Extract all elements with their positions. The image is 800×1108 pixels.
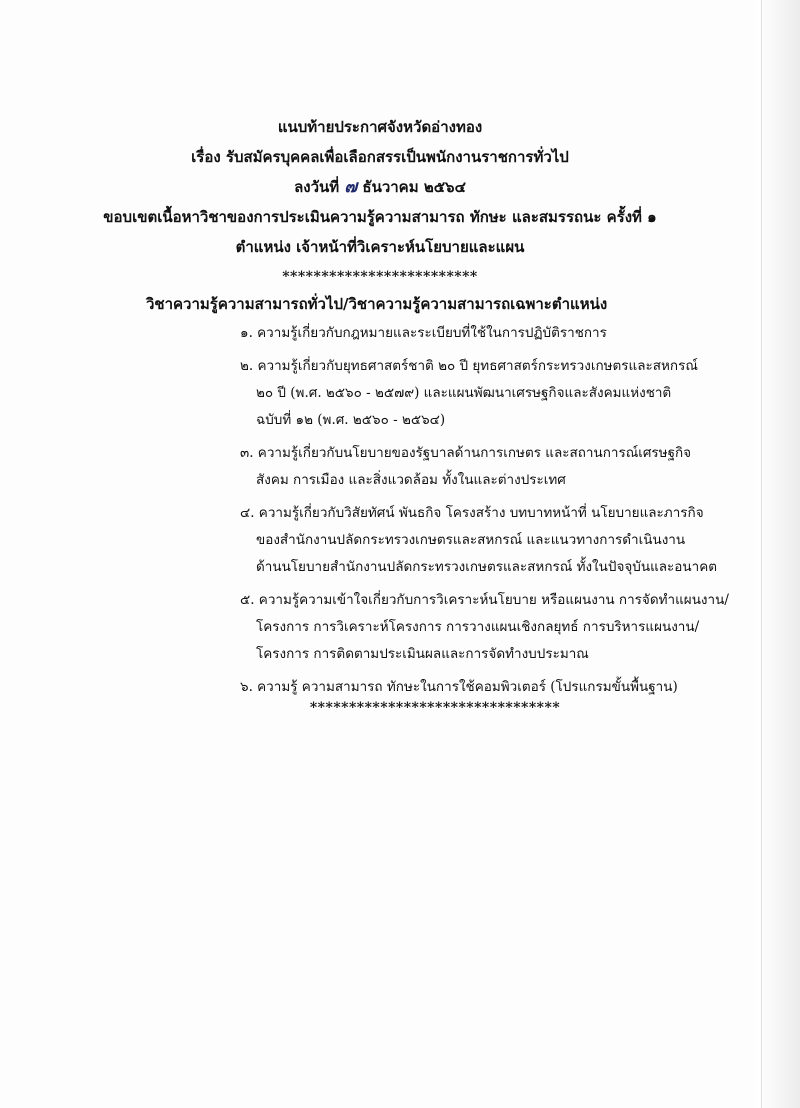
header-line-date	[0, 172, 760, 202]
header-line-position: ตำแหน่ง เจ้าหน้าที่วิเคราะห์นโยบายและแผน	[235, 238, 525, 256]
list-item-continuation: ฉบับที่ ๑๒ (พ.ศ. ๒๕๖๐ - ๒๕๖๔)	[256, 412, 446, 428]
date-prefix: ลงวันที่	[294, 178, 340, 196]
list-item-text: ๒. ความรู้เกี่ยวกับยุทธศาสตร์ชาติ ๒๐ ปี ยุทธศาสตร์กระทรวงเกษตรและสหกรณ์	[240, 358, 698, 374]
list-item-text: ๔. ความรู้เกี่ยวกับวิสัยทัศน์ พันธกิจ โครงสร้าง บทบาทหน้าที่ นโยบายและภารกิจ	[240, 505, 704, 521]
list-item	[240, 320, 710, 347]
header-line-subject: เรื่อง รับสมัครบุคคลเพื่อเลือกสรรเป็นพนักงานราชการทั่วไป	[191, 148, 569, 166]
list-item	[240, 440, 710, 494]
list-item	[240, 674, 710, 701]
header-line-scope: ขอบเขตเนื้อหาวิชาของการประเมินความรู้ความสามารถ ทักษะ และสมรรถนะ ครั้งที่ ๑	[103, 208, 657, 226]
list-item	[240, 500, 718, 581]
header-separator: *************************	[282, 269, 478, 285]
footer-separator: ********************************	[309, 700, 561, 716]
list-item-text: ๕. ความรู้ความเข้าใจเกี่ยวกับการวิเคราะห์นโยบาย หรือแผนงาน การจัดทำแผนงาน/	[240, 592, 729, 608]
list-item-continuation: สังคม การเมือง และสิ่งแวดล้อม ทั้งในและต่างประเทศ	[256, 472, 566, 488]
list-item-continuation: ๒๐ ปี (พ.ศ. ๒๕๖๐ - ๒๕๗๙) และแผนพัฒนาเศรษฐกิจและสังคมแห่งชาติ	[256, 385, 672, 401]
list-item-continuation: ด้านนโยบายสำนักงานปลัดกระทรวงเกษตรและสหกรณ์ ทั้งในปัจจุบันและอนาคต	[256, 559, 718, 575]
list-item-continuation: โครงการ การติดตามประเมินผลและการจัดทำงบประมาณ	[256, 646, 589, 662]
list-item-text: ๖. ความรู้ ความสามารถ ทักษะในการใช้คอมพิวเตอร์ (โปรแกรมขั้นพื้นฐาน)	[240, 679, 678, 695]
date-suffix: ธันวาคม ๒๕๖๔	[362, 178, 466, 196]
scan-edge-line	[761, 0, 762, 1108]
list-item	[240, 587, 729, 668]
list-item-continuation: ของสำนักงานปลัดกระทรวงเกษตรและสหกรณ์ และแนวทางการดำเนินงาน	[256, 532, 686, 548]
section-title: วิชาความรู้ความสามารถทั่วไป/วิชาความรู้ความสามารถเฉพาะตำแหน่ง	[146, 295, 608, 313]
list-item-continuation: โครงการ การวิเคราะห์โครงการ การวางแผนเชิงกลยุทธ์ การบริหารแผนงาน/	[256, 619, 700, 635]
list-item-text: ๑. ความรู้เกี่ยวกับกฎหมายและระเบียบที่ใช้ในการปฏิบัติราชการ	[240, 325, 607, 341]
header-line-attachment: แนบท้ายประกาศจังหวัดอ่างทอง	[277, 118, 483, 136]
list-item-text: ๓. ความรู้เกี่ยวกับนโยบายของรัฐบาลด้านการเกษตร และสถานการณ์เศรษฐกิจ	[240, 445, 692, 461]
subject-list	[240, 320, 729, 707]
list-item	[240, 353, 710, 434]
announcement-header	[0, 112, 760, 292]
date-day-handwritten: ๗	[344, 177, 358, 197]
scan-edge-shadow	[756, 0, 800, 1108]
